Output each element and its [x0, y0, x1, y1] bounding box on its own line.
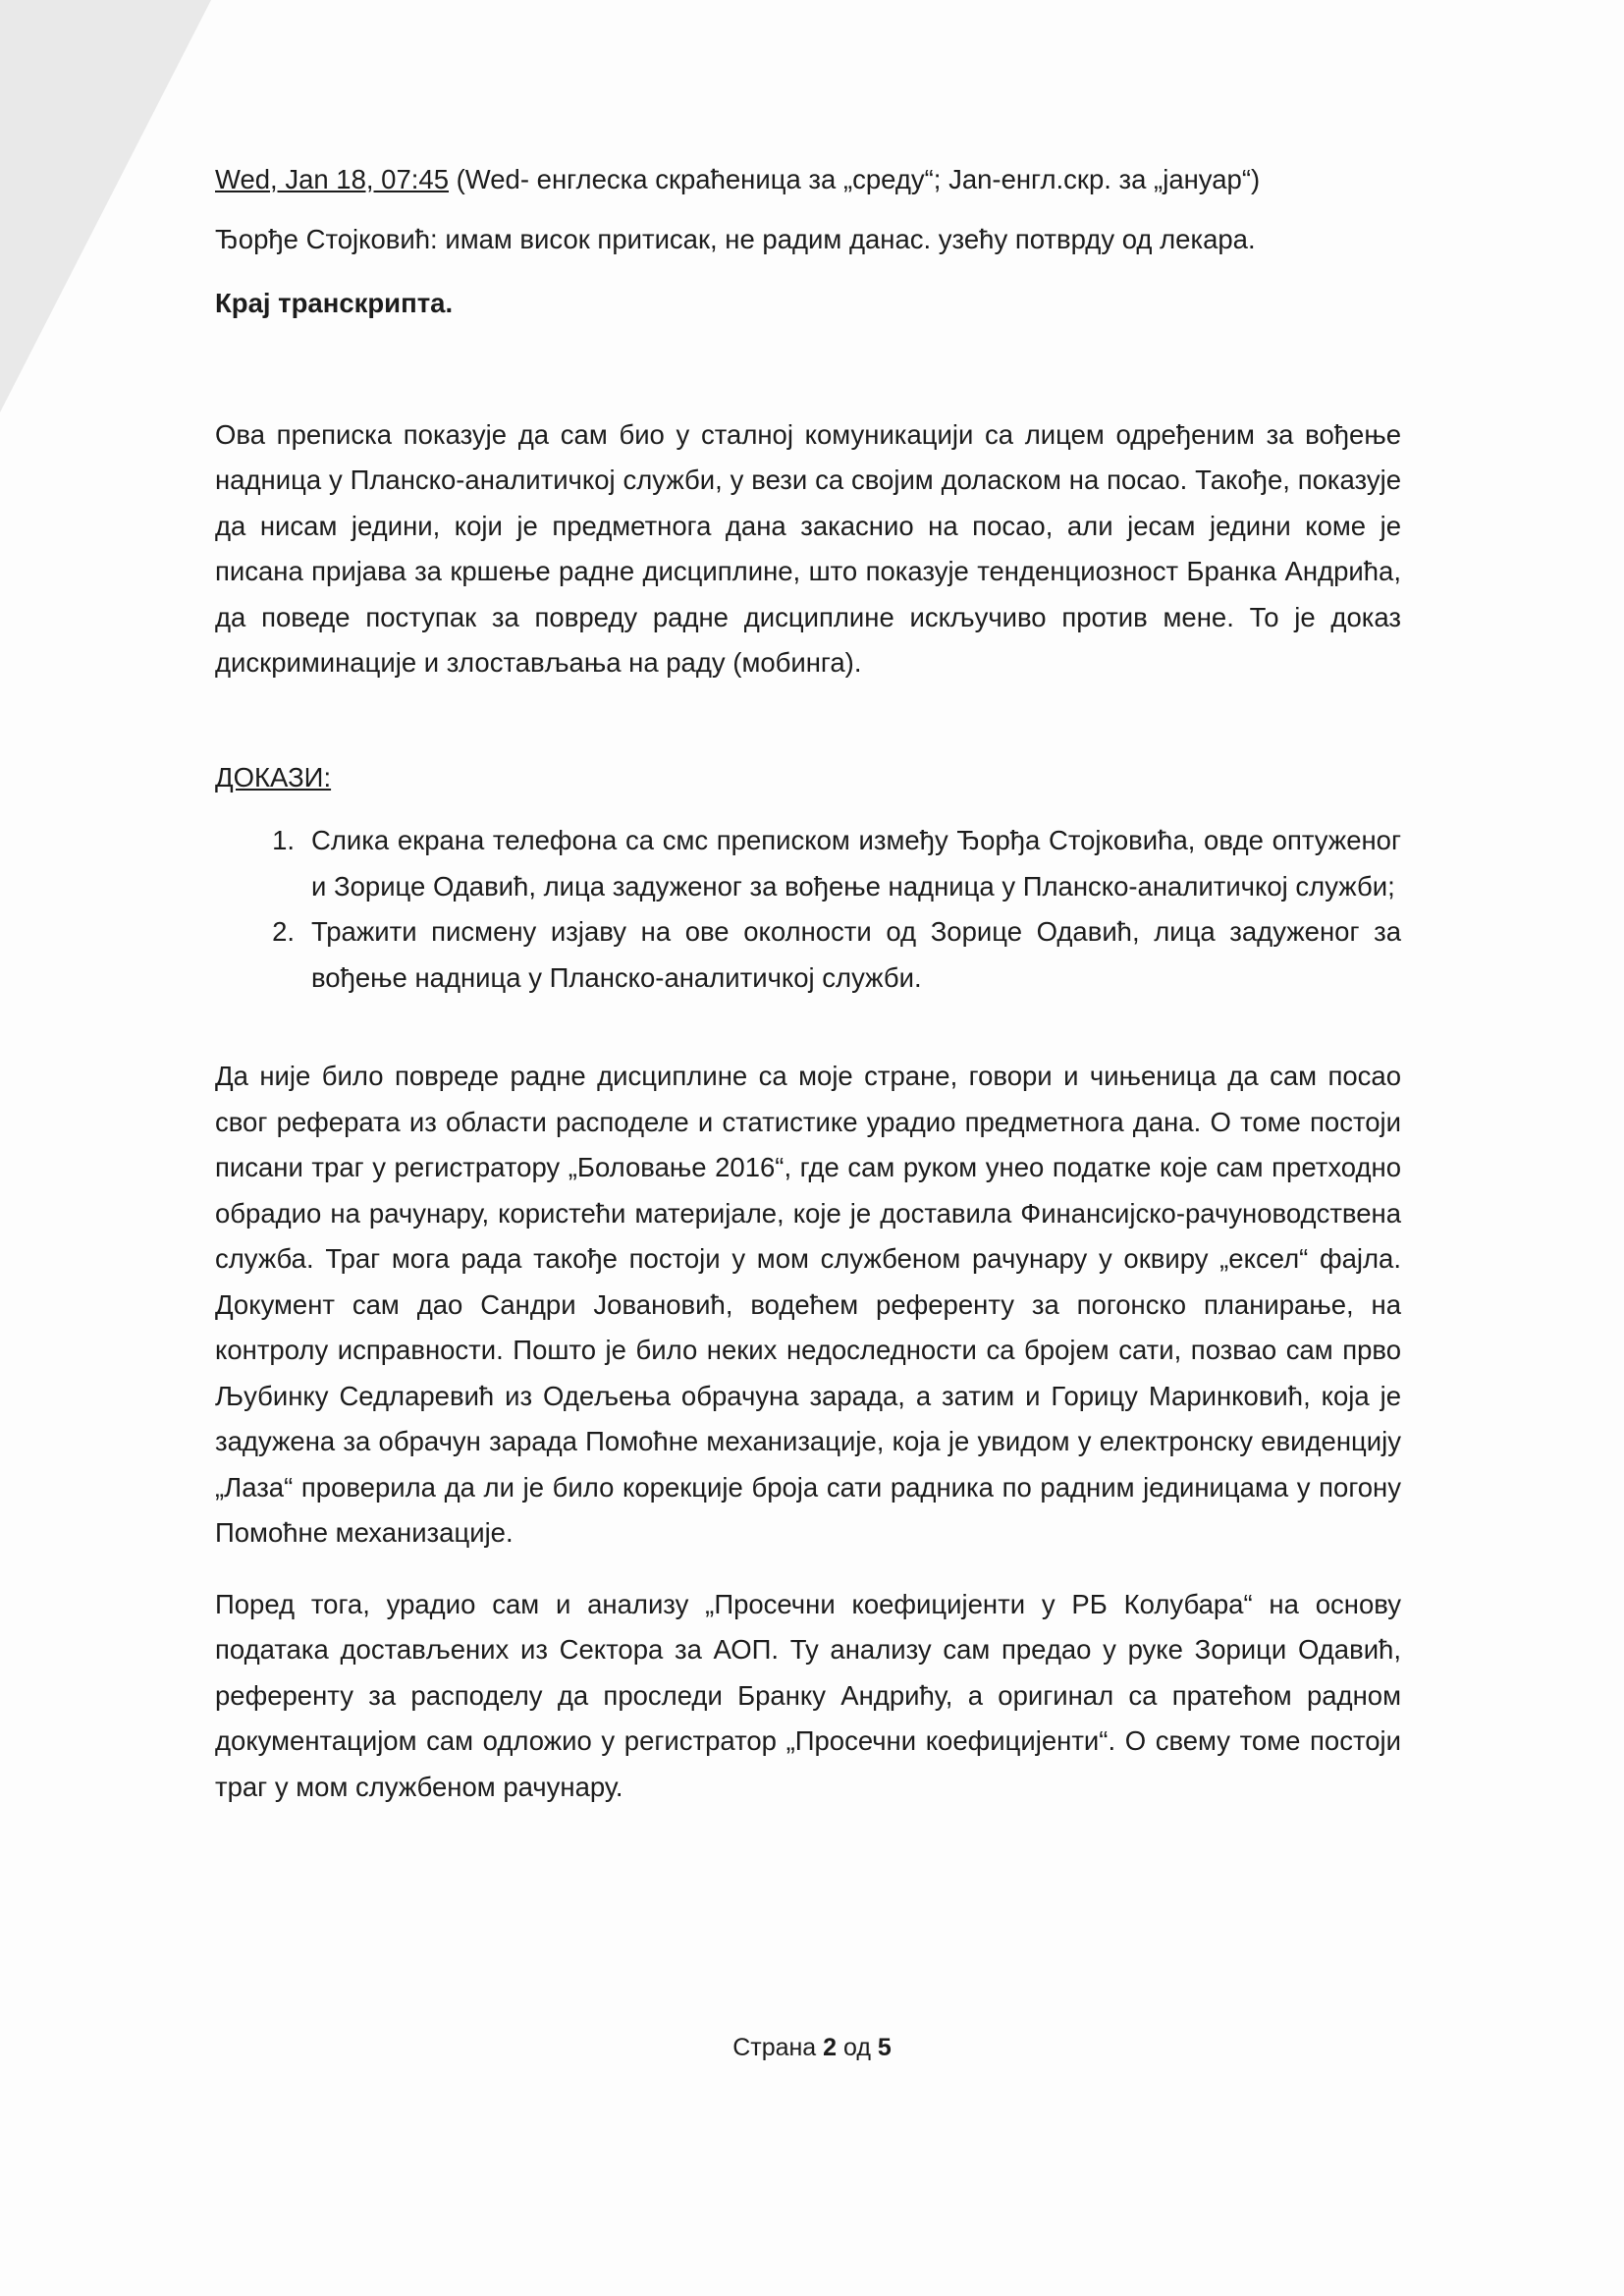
page-number-current: 2	[823, 2034, 838, 2061]
paragraph-analysis: Поред тога, урадио сам и анализу „Просечни коефицијенти у РБ Колубара“ на основу података достављених из Сектора за АОП. Ту анализу сам предао у руке Зорици Одавић, референту за расподелу да проследи Бранку Андрићу, а оригинал са пратећом радном документацијом сам одложио у регистратор „Просечни коефицијенти“. О свему томе постоји траг у мом службеном рачунару.	[215, 1588, 1401, 1802]
document-body	[215, 157, 1401, 1810]
page-number-prefix: Страна	[732, 2034, 824, 2061]
scan-shadow	[0, 0, 211, 412]
page-number-total: 5	[877, 2034, 892, 2061]
evidence-item-text: Слика екрана телефона са смс преписком између Ђорђа Стојковића, овде оптуженог и Зорице Одавић, лица задуженог за вођење надница у Планско-аналитичкој служби;	[311, 825, 1401, 902]
page-number-middle: од	[837, 2034, 878, 2061]
paragraph-work-done: Да није било повреде радне дисциплине са моје стране, говори и чињеница да сам посао свог реферата из области расподеле и статистике урадио предметнога дана. О томе постоји писани траг у регистратору „Боловање 2016“, где сам руком унео податке које сам претходно обрадио на рачунару, користећи материјале, које је доставила Финансијско-рачуноводствена служба. Траг мога рада такође постоји у мом службеном рачунару у оквиру „ексел“ фајла. Документ сам дао Сандри Јовановић, водећем референту за погонско планирање, на контролу исправности. Пошто је било неких недоследности са бројем сати, позвао сам прво Љубинку Седларевић из Одељења обрачуна зарада, а затим и Горицу Маринковић, која је задужена за обрачун зарада Помоћне механизације, која је увидом у електронску евиденцију „Лаза“ проверила да ли је било корекције броја сати радника по радним јединицама у погону Помоћне механизације.	[215, 1061, 1401, 1548]
transcript-end-label: Крај транскрипта.	[215, 288, 454, 318]
evidence-item	[215, 818, 1401, 909]
evidence-list	[215, 818, 1401, 1001]
evidence-item	[215, 909, 1401, 1001]
message-date-note: (Wed- енглеска скраћеница за „среду“; Jan-енгл.скр. за „јануар“)	[449, 164, 1261, 194]
evidence-heading: ДОКАЗИ:	[215, 761, 332, 793]
page-number	[0, 2031, 1624, 2064]
message-header	[215, 157, 1401, 203]
evidence-item-text: Тражити писмену изјаву на ове околности од Зорице Одавић, лица задуженог за вођење надница у Планско-аналитичкој служби.	[311, 916, 1401, 993]
message-date: Wed, Jan 18, 07:45	[215, 164, 449, 194]
paragraph-communication: Ова преписка показује да сам био у сталној комуникацији са лицем одређеним за вођење надница у Планско-аналитичкој служби, у вези са својим доласком на посао. Такође, показује да нисам једини, који је предметнога дана закаснио на посао, али јесам једини коме је писана пријава за кршење радне дисциплине, што показује тенденциозност Бранка Андрића, да поведе поступак за повреду радне дисциплине искључиво против мене. То је доказ дискриминације и злостављања на раду (мобинга).	[215, 418, 1401, 678]
evidence-item-number: 1.	[272, 825, 295, 855]
evidence-item-number: 2.	[272, 916, 295, 947]
transcript-message: Ђорђе Стојковић: имам висок притисак, не радим данас. узећу потврду од лекара.	[215, 223, 1256, 254]
